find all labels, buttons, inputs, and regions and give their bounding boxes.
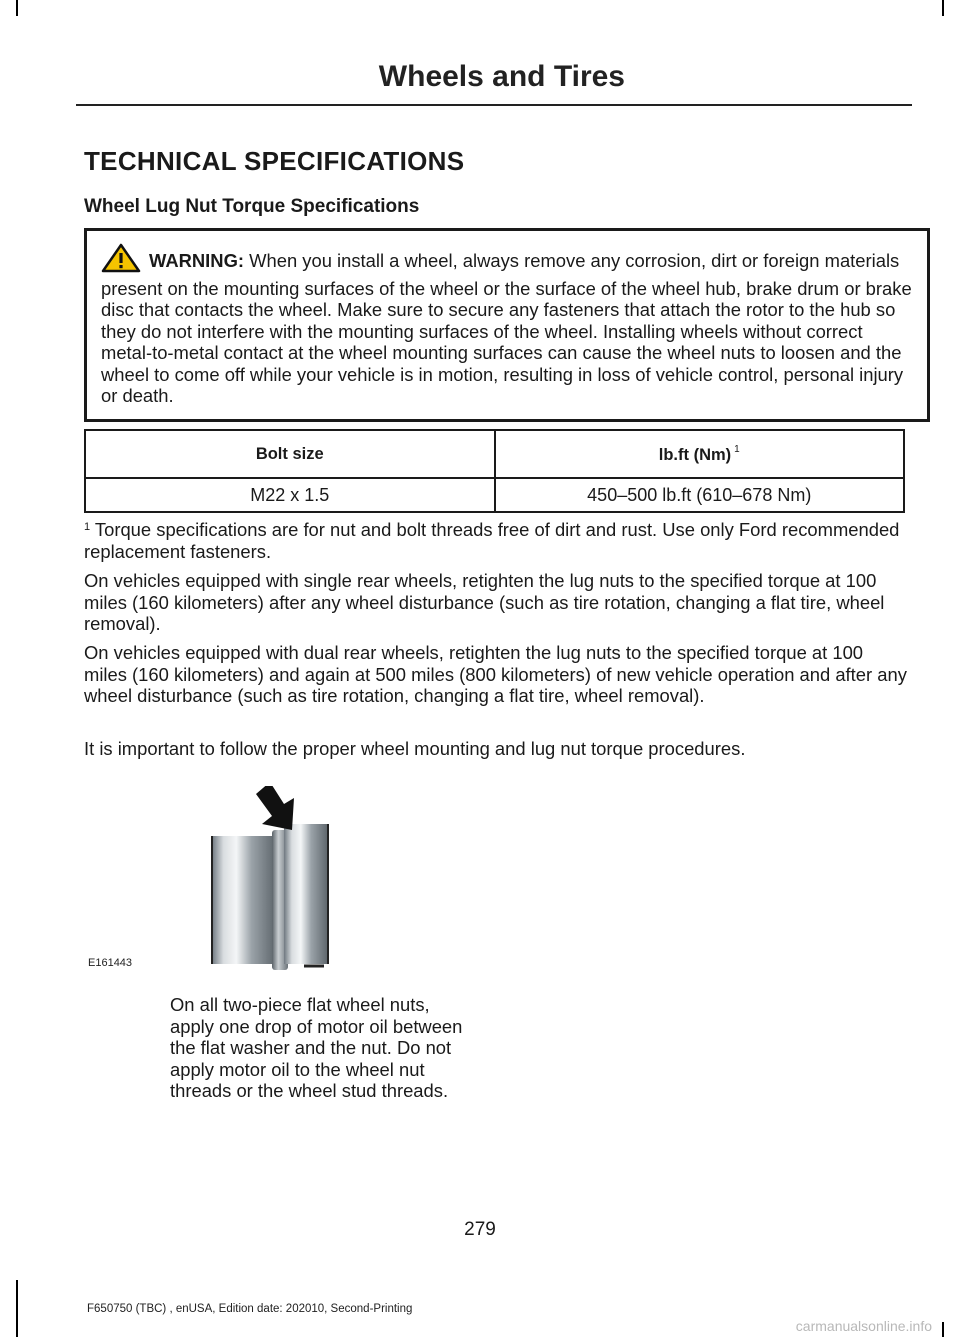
figure-code: E161443 — [88, 957, 133, 969]
table-header-row — [85, 430, 904, 478]
footnote-text: Torque specifications are for nut and bolt threads free of dirt and rust. Use only Ford recommended replacement fasteners. — [84, 519, 900, 562]
page-header-title: Wheels and Tires — [378, 60, 625, 93]
arrow-pointer-icon — [256, 786, 294, 830]
cell-bolt-size: M22 x 1.5 — [85, 478, 495, 512]
lug-nut-figure — [84, 786, 476, 976]
table-row — [85, 478, 904, 512]
table-footnote — [84, 517, 908, 562]
paragraph-procedures: It is important to follow the proper wheel mounting and lug nut torque procedures. — [84, 738, 746, 759]
crop-mark-bottom-right — [942, 1322, 944, 1337]
warning-triangle-icon — [101, 243, 141, 278]
paragraph-dual-rear: On vehicles equipped with dual rear wheels, retighten the lug nuts to the specified torque at 100 miles (160 kilometers) and again at 500 miles (800 kilometers) of new vehicle operation and after any wheel disturbance (such as tire rotation, changing a flat tire, wheel removal). — [84, 642, 907, 706]
header-divider — [76, 104, 912, 106]
torque-spec-table — [84, 429, 905, 513]
edition-info: F650750 (TBC) , enUSA, Edition date: 202010, Second-Printing — [87, 1303, 413, 1315]
cell-torque: 450–500 lb.ft (610–678 Nm) — [495, 478, 905, 512]
crop-mark-top-right — [942, 0, 944, 16]
crop-mark-top-left — [16, 0, 18, 16]
header-footnote-marker: 1 — [734, 443, 740, 455]
paragraph-single-rear: On vehicles equipped with single rear wheels, retighten the lug nuts to the specified torque at 100 miles (160 kilometers) after any wheel disturbance (such as tire rotation, changing a flat tire, wheel removal). — [84, 570, 885, 634]
subsection-title: Wheel Lug Nut Torque Specifications — [84, 196, 420, 217]
table-header-cell — [85, 430, 495, 478]
section-title: TECHNICAL SPECIFICATIONS — [84, 146, 465, 176]
lug-nut-illustration — [84, 786, 476, 976]
footnote-marker: 1 — [84, 521, 91, 533]
table-header-cell — [495, 430, 905, 478]
watermark: carmanualsonline.info — [795, 1318, 932, 1334]
page-number: 279 — [464, 1219, 496, 1240]
warning-text: When you install a wheel, always remove any corrosion, dirt or foreign materials present on the mounting surfaces of the wheel or the surface of the wheel hub, brake drum or brake disc that contacts the wheel. Make sure to secure any fasteners that attach the rotor to the hub so they do not interfere with the mounting surfaces of the wheel. Installing wheels without correct metal-to-metal contact at the wheel mounting surfaces can cause the wheel nuts to loosen and the wheel to come off while your vehicle is in motion, resulting in loss of vehicle control, personal injury or death. — [101, 250, 912, 406]
warning-label: WARNING: — [149, 250, 245, 271]
header-bolt-size: Bolt size — [255, 444, 324, 463]
figure-caption: On all two-piece flat wheel nuts, apply one drop of motor oil between the flat washer and the nut. Do not apply motor oil to the wheel nut threads or the wheel stud threads. — [170, 994, 463, 1101]
crop-mark-bottom-left — [16, 1280, 18, 1337]
header-torque: lb.ft (Nm) — [658, 445, 732, 464]
warning-box — [84, 228, 930, 422]
